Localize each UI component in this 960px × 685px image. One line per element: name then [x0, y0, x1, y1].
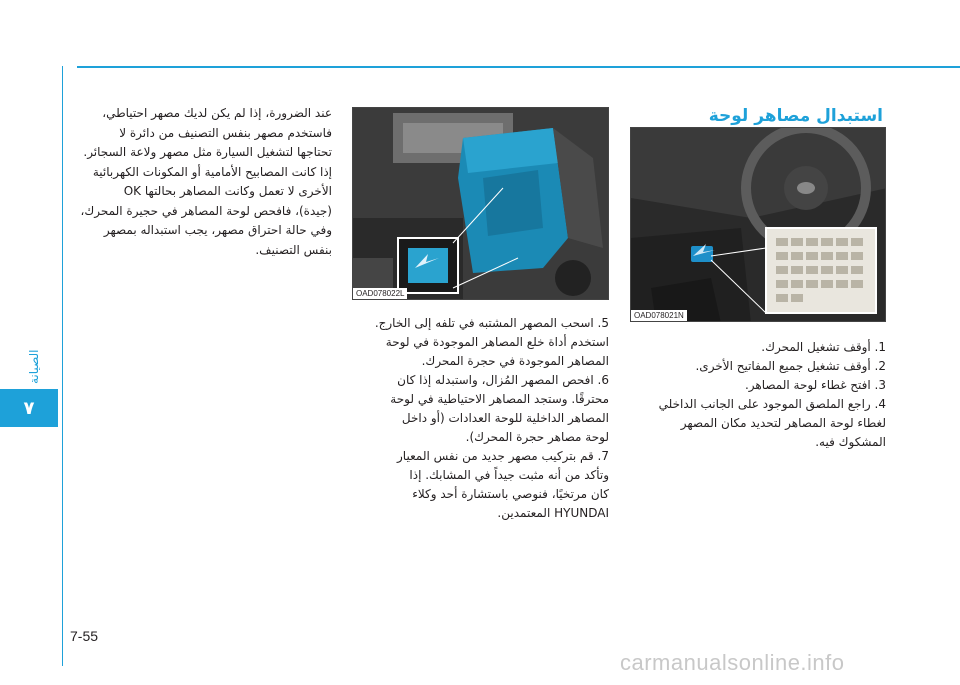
step-2: 2. أوقف تشغيل جميع المفاتيح الأخرى.: [695, 359, 886, 373]
step-7: 7. قم بتركيب مصهر جديد من نفس المعيار: [397, 449, 609, 463]
step-6-cont: محترقًا. وستجد المصاهر الاحتياطية في لوحة: [390, 392, 609, 406]
chapter-tab: ٧: [0, 389, 58, 427]
figure-code-middle: OAD078022L: [353, 288, 407, 299]
note-paragraph: [70, 104, 332, 260]
header-rule: [77, 66, 960, 68]
note-line: بنفس التصنيف.: [255, 242, 332, 257]
step-1: 1. أوقف تشغيل المحرك.: [761, 340, 886, 354]
section-title: استبدال مصاهر لوحة: [708, 106, 883, 126]
note-line: (جيدة)، فافحص لوحة المصاهر في حجيرة المحرك،: [80, 203, 332, 218]
engine-bay-illustration: [353, 108, 609, 300]
note-line: الأخرى لا تعمل وكانت المصاهر بحالتها OK: [123, 184, 332, 198]
step-7-cont: وتأكد من أنه مثبت جيداً في المشابك. إذا: [409, 468, 609, 482]
step-6-cont: لوحة مصاهر حجرة المحرك).: [465, 430, 609, 444]
watermark: carmanualsonline.info: [620, 650, 845, 675]
step-3: 3. افتح غطاء لوحة المصاهر.: [744, 378, 886, 392]
step-7-cont: HYUNDAI المعتمدين.: [497, 506, 609, 520]
note-line: وفي حالة احتراق مصهر، يجب استبداله بمصهر: [103, 223, 332, 237]
step-5-cont: المصاهر الموجودة في حجرة المحرك.: [421, 354, 609, 368]
note-line: فاستخدم مصهر بنفس التصنيف من دائرة لا: [119, 125, 332, 140]
step-5: 5. اسحب المصهر المشتبه في تلفه إلى الخارج.: [374, 316, 609, 330]
step-6: 6. افحص المصهر المُزال، واستبدله إذا كان: [397, 373, 609, 387]
step-4-cont: لغطاء لوحة المصاهر لتحديد مكان المصهر: [680, 416, 886, 430]
step-5-cont: استخدم أداة خلع المصاهر الموجودة في لوحة: [385, 335, 609, 349]
note-line: تحتاجها لتشغيل السيارة مثل مصهر ولاعة السجائر.: [83, 145, 332, 159]
steps-list-middle: [352, 314, 609, 523]
note-line: إذا كانت المصابيح الأمامية أو المكونات الكهربائية: [92, 164, 332, 179]
step-6-cont: المصاهر الداخلية للوحة العدادات (أو داخل: [401, 411, 609, 425]
page-number: 7-55: [70, 628, 99, 644]
figure-code-right: OAD078021N: [631, 310, 687, 321]
step-7-cont: كان مرتخيًا، فنوصي باستشارة أحد وكلاء: [412, 487, 609, 501]
sidebar-rule: [62, 66, 63, 666]
steps-list-right: [630, 338, 886, 452]
dashboard-illustration: [631, 128, 886, 322]
step-4: 4. راجع الملصق الموجود على الجانب الداخلي: [658, 397, 886, 411]
dashboard-fuse-panel-figure: [630, 127, 886, 322]
step-4-cont: المشكوك فيه.: [815, 435, 886, 449]
chapter-label: الصيانة: [27, 349, 41, 385]
engine-fuse-box-figure: [352, 107, 609, 300]
note-line: عند الضرورة، إذا لم يكن لديك مصهر احتياطي،: [102, 106, 332, 120]
